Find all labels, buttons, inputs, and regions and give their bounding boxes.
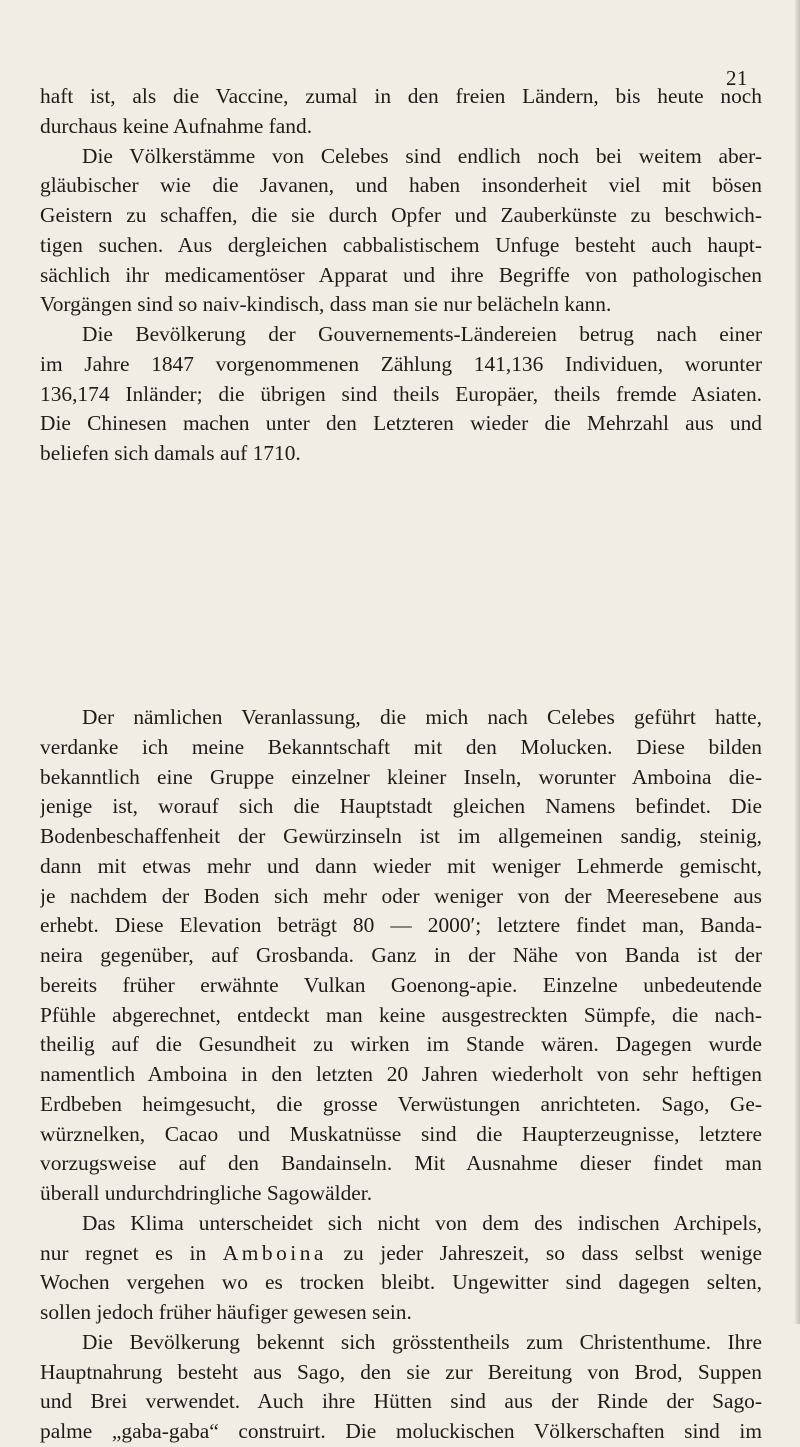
text-line: Wochen vergehen wo es trocken bleibt. Ungewitter sind dagegen selten, [40,1270,762,1295]
text-line: theilig auf die Gesundheit zu wirken im Stande wären. Dagegen wurde [40,1032,762,1057]
text-line: tigen suchen. Aus dergleichen cabbalistischem Unfuge besteht auch haupt- [40,232,762,257]
text-line: sächlich ihr medicamentöser Apparat und ihre Begriffe von pathologischen [40,262,762,287]
text-line: 136,174 Inländer; die übrigen sind theils Europäer, theils fremde Asiaten. [40,381,762,406]
text-line: Pfühle abgerechnet, entdeckt man keine ausgestreckten Sümpfe, die nach- [40,1002,762,1027]
text-line: vorzugsweise auf den Bandainseln. Mit Ausnahme dieser findet man [40,1151,762,1176]
text-line: palme „gaba-gaba“ construirt. Die moluckischen Völkerschaften sind im [40,1419,762,1443]
text-line: und Brei verwendet. Auch ihre Hütten sind aus der Rinde der Sago- [40,1389,762,1414]
text-line: namentlich Amboina in den letzten 20 Jahren wiederholt von sehr heftigen [40,1062,762,1086]
text-line: Die Bevölkerung der Gouvernements-Ländereien betrug nach einer [82,322,762,346]
page-number: 21 [726,66,748,90]
text-line: Der nämlichen Veranlassung, die mich nach Celebes geführt hatte, [82,705,762,729]
text-line: Erdbeben heimgesucht, die grosse Verwüstungen anrichteten. Sago, Ge- [40,1091,762,1116]
text-line: bekanntlich eine Gruppe einzelner kleiner Inseln, worunter Amboina die- [40,764,762,789]
text-line: erhebt. Diese Elevation beträgt 80 — 2000′; letztere findet man, Banda- [40,913,762,938]
text-line: würznelken, Cacao und Muskatnüsse sind die Haupterzeugnisse, letztere [40,1121,762,1146]
text-line: im Jahre 1847 vorgenommenen Zählung 141,136 Individuen, worunter [40,351,762,376]
emphasized-word: Amboina [222,1240,327,1265]
text-line: sollen jedoch früher häufiger gewesen sein. [40,1300,412,1324]
text-line: gläubischer wie die Javanen, und haben insonderheit viel mit bösen [40,173,762,198]
text-block-upper [40,82,762,469]
text-line: dann mit etwas mehr und dann wieder mit weniger Lehmerde gemischt, [40,853,762,878]
text-line: bereits früher erwähnte Vulkan Goenong-apie. Einzelne unbedeutende [40,972,762,997]
text-line: Das Klima unterscheidet sich nicht von dem des indischen Archipels, [82,1210,762,1235]
text-line: verdanke ich meine Bekanntschaft mit den Molucken. Diese bilden [40,734,762,759]
text-line: überall undurchdringliche Sagowälder. [40,1181,373,1205]
text-line: neira gegenüber, auf Grosbanda. Ganz in der Nähe von Banda ist der [40,943,762,967]
text-line: Die Völkerstämme von Celebes sind endlich noch bei weitem aber- [82,143,762,168]
text-line: Vorgängen sind so naiv-kindisch, dass man sie nur belächeln kann. [40,292,612,317]
text-line: Hauptnahrung besteht aus Sago, den sie zur Bereitung von Brod, Suppen [40,1359,762,1384]
text-line: haft ist, als die Vaccine, zumal in den freien Ländern, bis heute noch [40,84,762,108]
text-line: jenige ist, worauf sich die Hauptstadt gleichen Namens befindet. Die [40,794,762,819]
text-line: Bodenbeschaffenheit der Gewürzinseln ist im allgemeinen sandig, steinig, [40,824,762,848]
text-line: nur regnet es in Amboina zu jeder Jahreszeit, so dass selbst wenige [40,1240,762,1265]
text-line: beliefen sich damals auf 1710. [40,441,301,465]
text-line: durchaus keine Aufnahme fand. [40,113,313,138]
text-line: Die Chinesen machen unter den Letzteren wieder die Mehrzahl aus und [40,411,762,436]
page-edge-shadow [794,0,800,1324]
text-line: Die Bevölkerung bekennt sich grösstentheils zum Christenthume. Ihre [82,1329,762,1354]
text-block-lower [40,703,762,1447]
text-line: je nachdem der Boden sich mehr oder weniger von der Meeresebene aus [40,883,762,908]
text-line: Geistern zu schaffen, die sie durch Opfer und Zauberkünste zu beschwich- [40,203,762,227]
